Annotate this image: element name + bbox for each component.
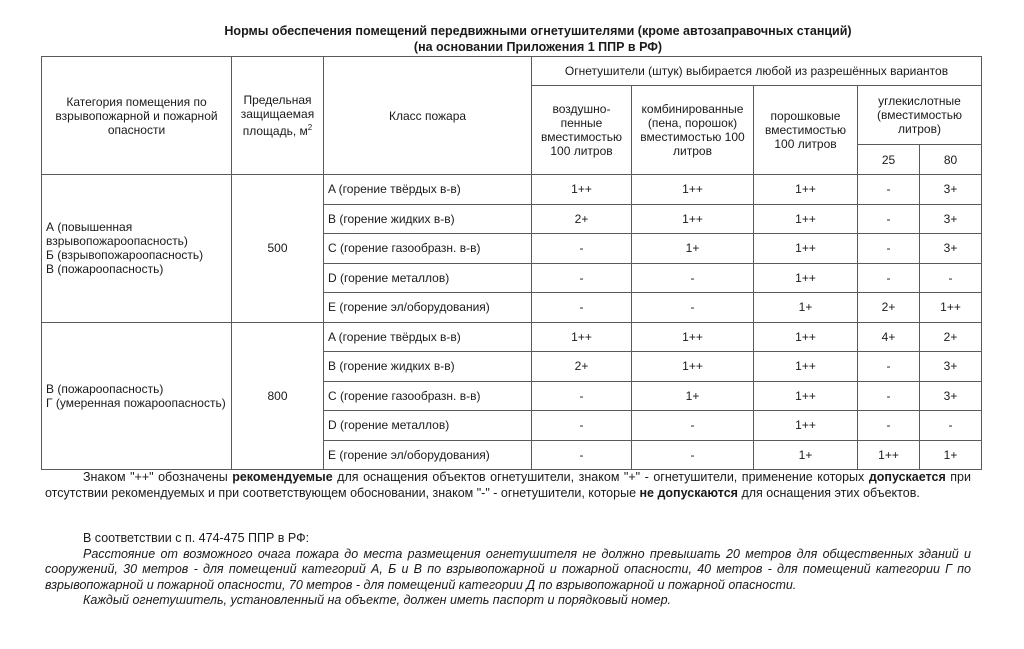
rules-passport: Каждый огнетушитель, установленный на объекте, должен иметь паспорт и порядковый номер. (83, 593, 671, 607)
cell-co2-25: - (858, 263, 920, 293)
cell-air-foam: 1++ (532, 175, 632, 205)
cell-co2-25: - (858, 411, 920, 441)
cell-co2-25: 2+ (858, 293, 920, 323)
cell-air-foam: - (532, 263, 632, 293)
fire-class-cell: E (горение эл/оборудования) (324, 293, 532, 323)
header-powder: порошковые вместимостью 100 литров (754, 86, 858, 175)
cell-powder: 1++ (754, 175, 858, 205)
cell-powder: 1++ (754, 352, 858, 382)
cell-combined: 1++ (632, 322, 754, 352)
cell-combined: - (632, 440, 754, 470)
cell-co2-80: 3+ (920, 175, 982, 205)
header-air-foam: воздушно-пенные вместимостью 100 литров (532, 86, 632, 175)
cell-co2-80: 1++ (920, 293, 982, 323)
table-row (42, 322, 982, 352)
cell-air-foam: - (532, 234, 632, 264)
cell-combined: 1++ (632, 204, 754, 234)
rules-section (45, 531, 971, 609)
page-title: Нормы обеспечения помещений передвижными огнетушителями (кроме автозаправочных станций) (224, 24, 852, 38)
cell-co2-80: 3+ (920, 381, 982, 411)
cell-co2-25: - (858, 175, 920, 205)
cell-combined: 1++ (632, 175, 754, 205)
cell-co2-80: 3+ (920, 352, 982, 382)
fire-class-cell: C (горение газообразн. в-в) (324, 234, 532, 264)
cell-co2-25: 4+ (858, 322, 920, 352)
table-row (42, 175, 982, 205)
legend-recommended: рекомендуемые (232, 470, 333, 484)
cell-co2-25: - (858, 352, 920, 382)
cell-powder: 1++ (754, 322, 858, 352)
cell-combined: - (632, 293, 754, 323)
cell-powder: 1++ (754, 234, 858, 264)
fire-class-cell: B (горение жидких в-в) (324, 352, 532, 382)
fire-class-cell: B (горение жидких в-в) (324, 204, 532, 234)
category-cell: А (повышенная взрывопожароопасность) Б (взрывопожароопасность) В (пожароопасность) (42, 175, 232, 323)
legend-not-allowed: не допускаются (639, 485, 738, 500)
header-category: Категория помещения по взрывопожарной и пожарной опасности (42, 57, 232, 175)
fire-class-cell: D (горение металлов) (324, 411, 532, 441)
cell-combined: - (632, 263, 754, 293)
extinguisher-norms-table (41, 56, 982, 470)
header-co2-25: 25 (858, 145, 920, 175)
cell-combined: 1+ (632, 234, 754, 264)
area-cell: 500 (232, 175, 324, 323)
cell-air-foam: - (532, 381, 632, 411)
fire-class-cell: A (горение твёрдых в-в) (324, 175, 532, 205)
fire-class-cell: A (горение твёрдых в-в) (324, 322, 532, 352)
header-area: Предельная защищаемая площадь, $м^2$ (232, 57, 324, 175)
page-subtitle: (на основании Приложения 1 ППР в РФ) (413, 40, 663, 54)
cell-air-foam: - (532, 293, 632, 323)
cell-combined: 1++ (632, 352, 754, 382)
cell-co2-80: 1+ (920, 440, 982, 470)
cell-powder: 1++ (754, 381, 858, 411)
cell-powder: 1+ (754, 293, 858, 323)
cell-co2-80: - (920, 411, 982, 441)
cell-air-foam: 1++ (532, 322, 632, 352)
cell-air-foam: 2+ (532, 352, 632, 382)
cell-powder: 1++ (754, 204, 858, 234)
cell-co2-25: - (858, 204, 920, 234)
fire-class-cell: C (горение газообразн. в-в) (324, 381, 532, 411)
fire-class-cell: D (горение металлов) (324, 263, 532, 293)
cell-co2-25: 1++ (858, 440, 920, 470)
cell-co2-80: - (920, 263, 982, 293)
header-fire-class: Класс пожара (324, 57, 532, 175)
cell-co2-80: 3+ (920, 234, 982, 264)
cell-powder: 1+ (754, 440, 858, 470)
cell-powder: 1++ (754, 263, 858, 293)
header-co2-80: 80 (920, 145, 982, 175)
cell-air-foam: - (532, 411, 632, 441)
cell-co2-80: 2+ (920, 322, 982, 352)
legend-allowed: допускается (868, 470, 946, 484)
header-combined: комбинированные (пена, порошок) вместимостью 100 литров (632, 86, 754, 175)
rules-distance: Расстояние от возможного очага пожара до места размещения огнетушителя не должно превышать 20 метров для общественных зданий и сооружений, 30 метров - для помещений категорий А, Б и В по взрывопожарной и пожарной опасности, 40 метров - для помещений категории Г по взрывопожарной и пожарной опасности, 70 метров - для помещений категории Д по взрывопожарной и пожарной опасности. (45, 546, 971, 592)
area-cell: 800 (232, 322, 324, 470)
cell-air-foam: - (532, 440, 632, 470)
cell-air-foam: 2+ (532, 204, 632, 234)
cell-co2-80: 3+ (920, 204, 982, 234)
legend-note: Знаком "++" обозначены рекомендуемые для оснащения объектов огнетушители, знаком "+" - огнетушители, применение которых допускается при отсутствии рекомендуемых и при соответствующем обосновании, знаком "-" - огнетушители, которые не допускаются для оснащения этих объектов. (45, 470, 971, 500)
category-cell: В (пожароопасность) Г (умеренная пожароопасность) (42, 322, 232, 470)
cell-powder: 1++ (754, 411, 858, 441)
cell-co2-25: - (858, 381, 920, 411)
header-co2: углекислотные (вместимостью литров) (858, 86, 982, 145)
cell-combined: 1+ (632, 381, 754, 411)
cell-co2-25: - (858, 234, 920, 264)
header-extinguishers: Огнетушители (штук) выбирается любой из разрешённых вариантов (532, 57, 982, 86)
rules-reference: В соответствии с п. 474-475 ППР в РФ: (83, 531, 310, 545)
fire-class-cell: E (горение эл/оборудования) (324, 440, 532, 470)
cell-combined: - (632, 411, 754, 441)
